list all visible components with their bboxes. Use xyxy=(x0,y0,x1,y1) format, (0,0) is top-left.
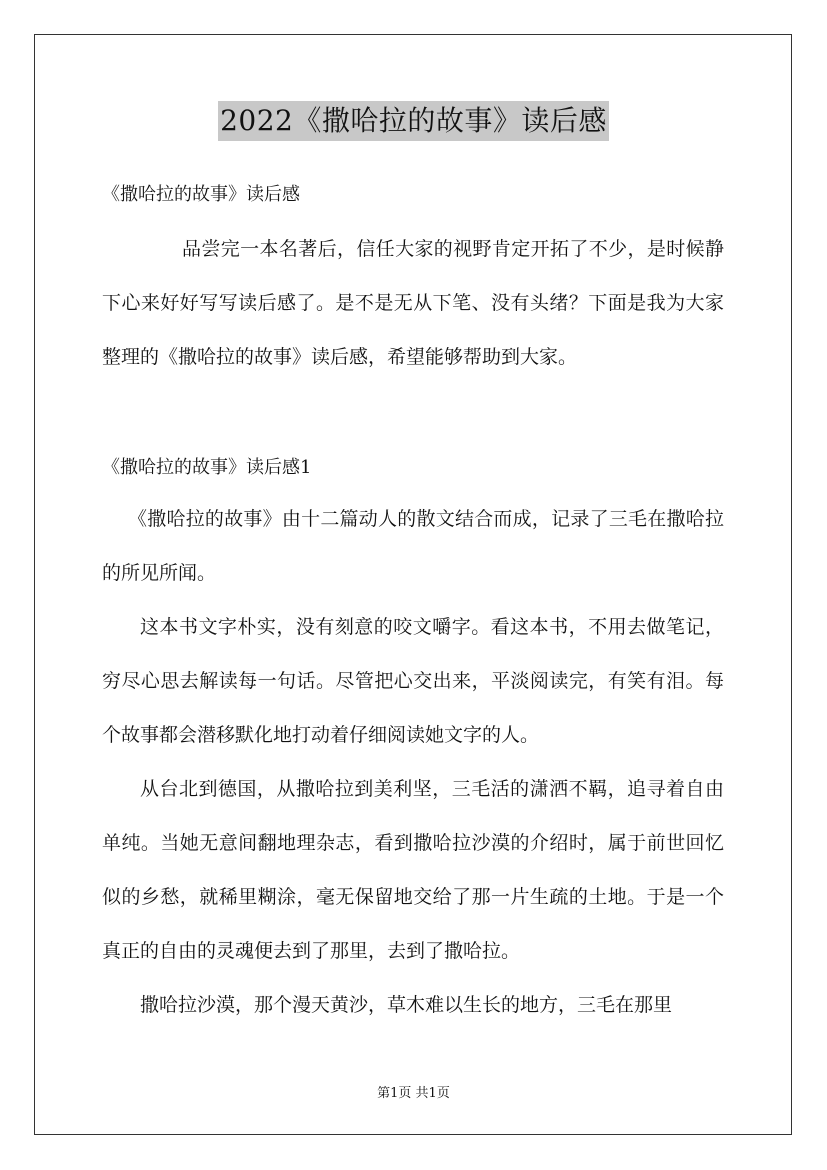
intro-block xyxy=(102,222,724,384)
document-subtitle: 《撒哈拉的故事》读后感 xyxy=(102,184,300,205)
document-title-wrap xyxy=(0,101,827,141)
page-footer: 第1页 共1页 xyxy=(377,1086,450,1101)
document-title: 2022《撒哈拉的故事》读后感 xyxy=(218,101,609,141)
body-paragraph: 《撒哈拉的故事》由十二篇动人的散文结合而成，记录了三毛在撒哈拉的所见所闻。 xyxy=(102,508,724,584)
body-paragraph: 这本书文字朴实，没有刻意的咬文嚼字。看这本书，不用去做笔记，穷尽心思去解读每一句话。尽管把心交出来，平淡阅读完，有笑有泪。每个故事都会潜移默化地打动着仔细阅读她文字的人。 xyxy=(102,616,724,746)
intro-paragraph: 品尝完一本名著后，信任大家的视野肯定开拓了不少，是时候静下心来好好写写读后感了。是不是无从下笔、没有头绪？下面是我为大家整理的《撒哈拉的故事》读后感，希望能够帮助到大家。 xyxy=(102,238,724,368)
body-block xyxy=(102,492,724,1032)
section-heading: 《撒哈拉的故事》读后感1 xyxy=(102,457,312,478)
body-paragraph: 从台北到德国，从撒哈拉到美利坚，三毛活的潇洒不羁，追寻着自由单纯。当她无意间翻地理杂志，看到撒哈拉沙漠的介绍时，属于前世回忆似的乡愁，就稀里糊涂，毫无保留地交给了那一片生疏的土地。于是一个真正的自由的灵魂便去到了那里，去到了撒哈拉。 xyxy=(102,778,724,962)
body-paragraph: 撒哈拉沙漠，那个漫天黄沙，草木难以生长的地方，三毛在那里 xyxy=(140,994,673,1016)
